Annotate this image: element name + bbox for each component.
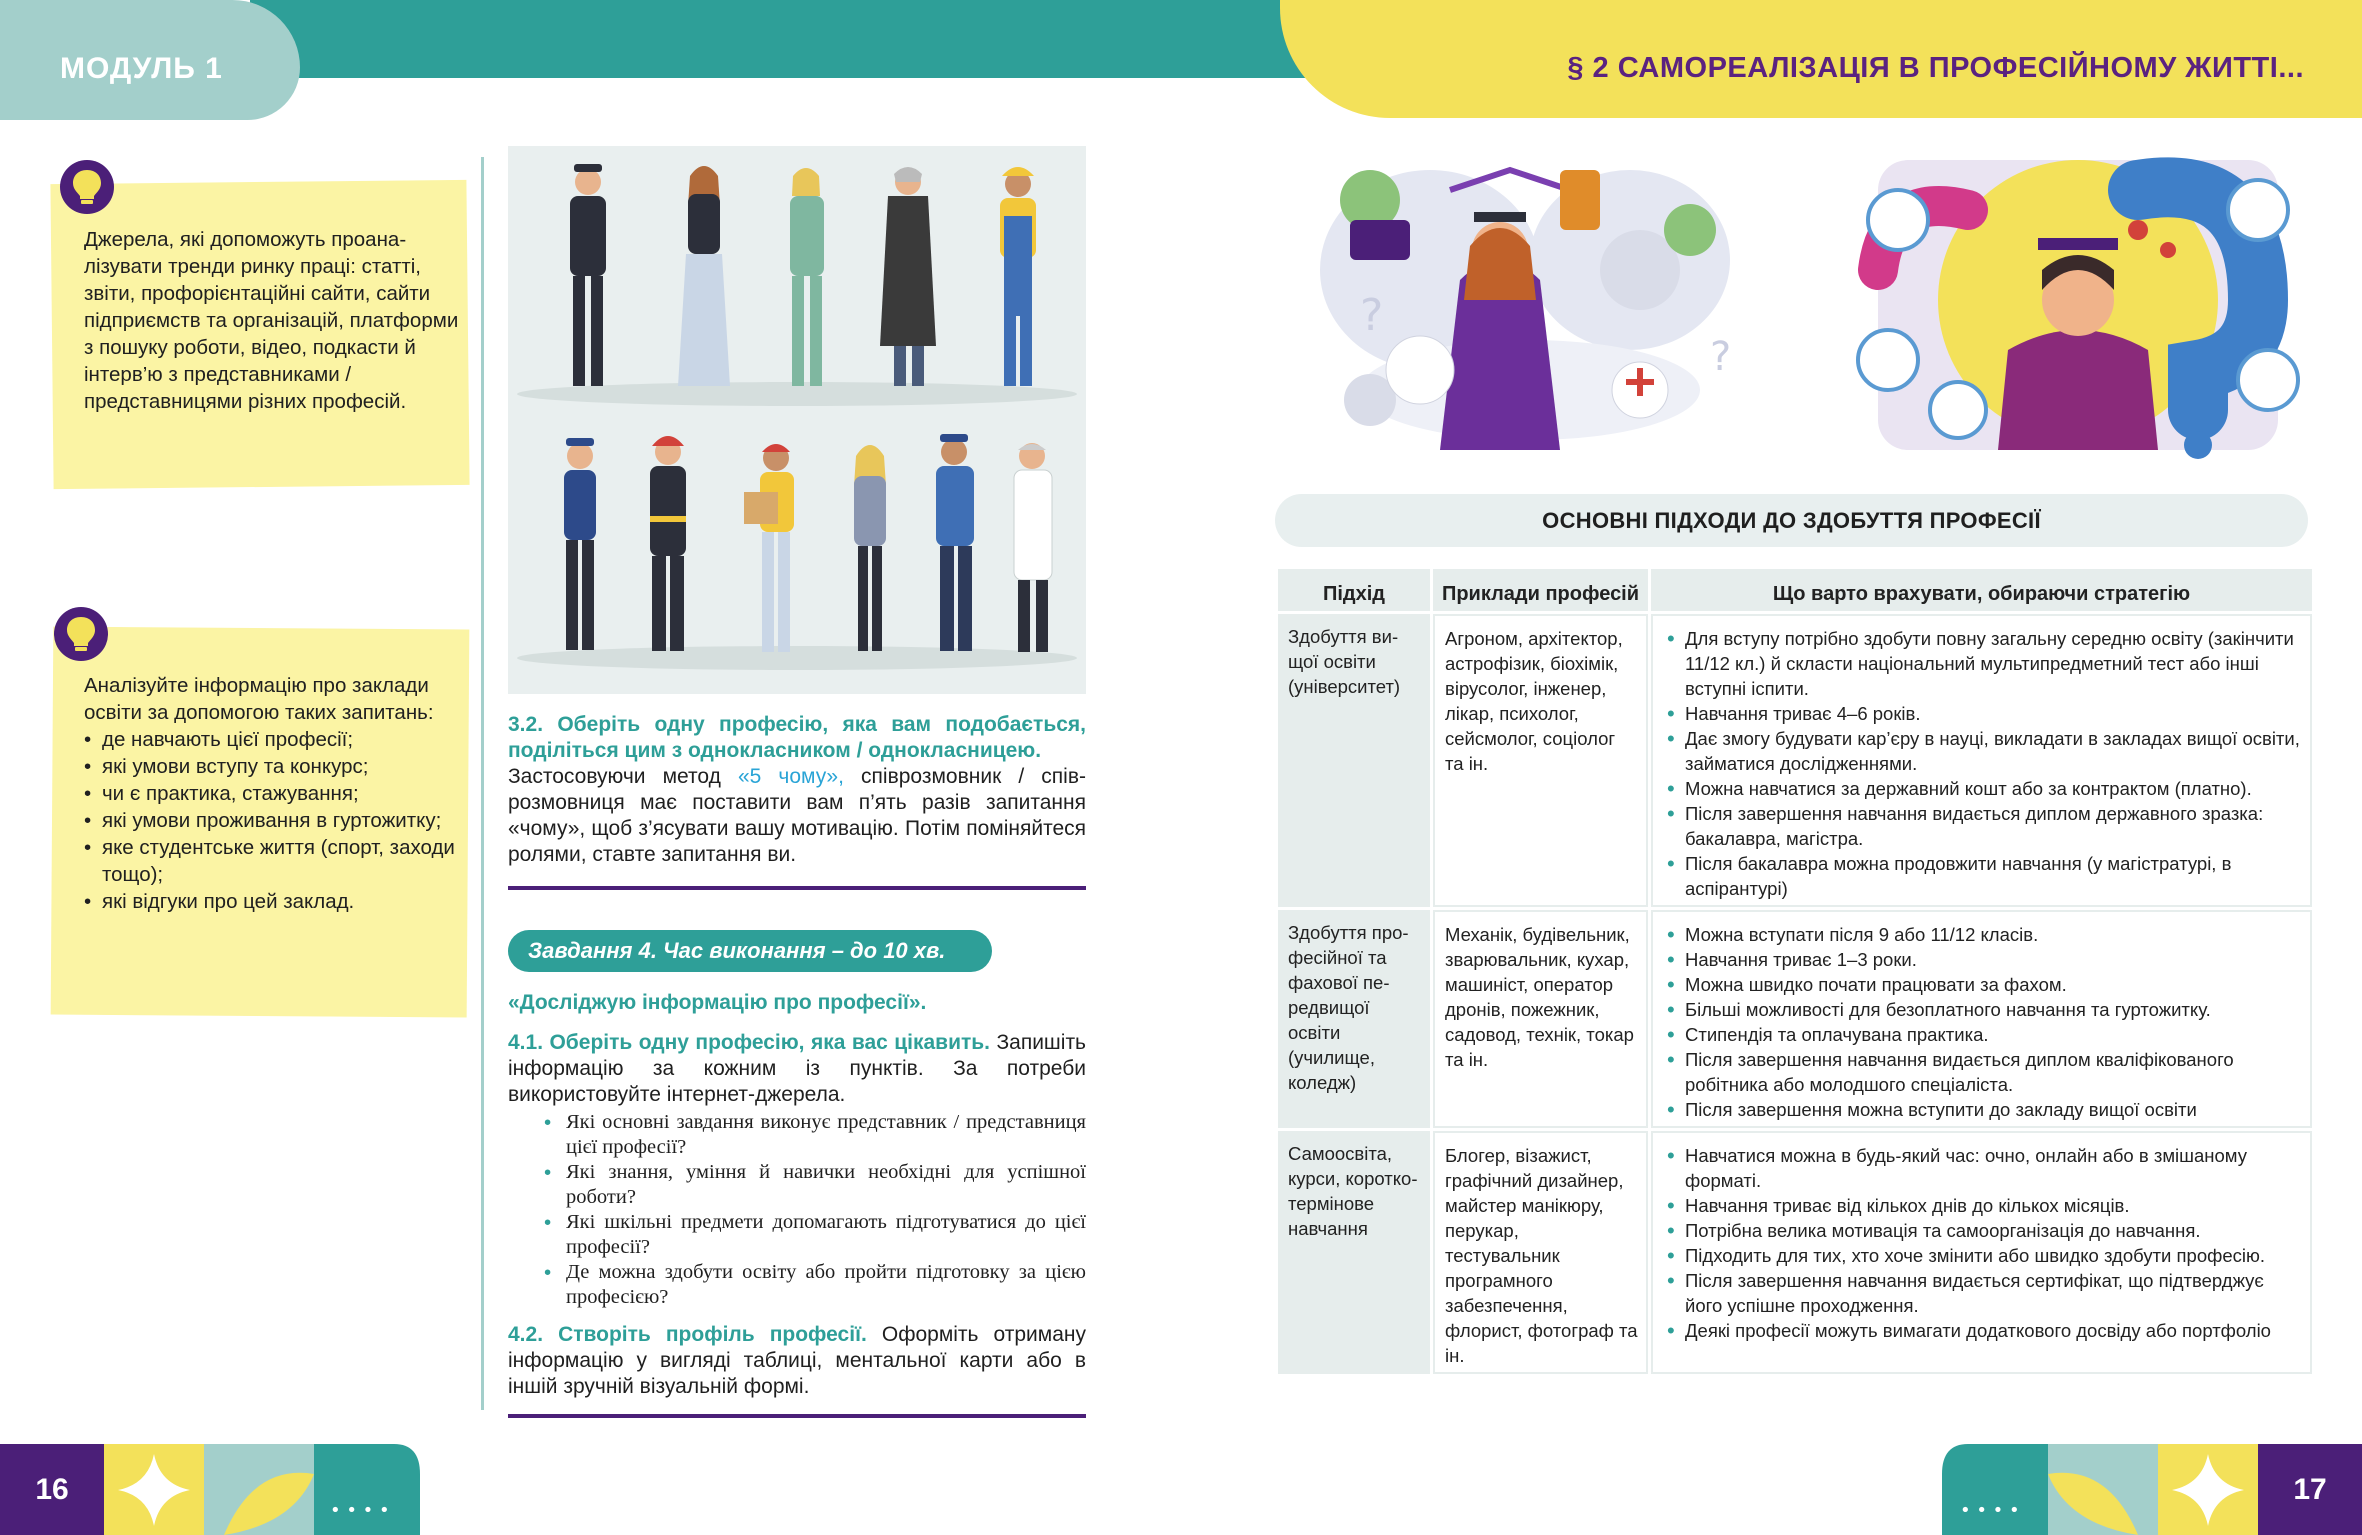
judge-figure [880,167,936,386]
questions-intro: Аналізуйте інформацію про заклади освіти за допомогою таких запитань: [84,674,434,724]
examples-cell: Агроном, архітектор, астрофізик, біохімік, вірусолог, інженер, лікар, психолог, сейсмолог, соціолог та ін. [1433,614,1648,907]
graduate-illustration [1310,150,1750,460]
list-item: • Після завершення навчання видається диплом кваліфікованого робітника або молодшого спеціаліста. [1665,1047,2302,1097]
list-item: • Які знання, уміння й навички необхідні для успішної роботи? [540,1160,1086,1210]
column-divider [481,157,484,1410]
approaches-table [1275,566,2315,1377]
list-item: • де навчають цієї професії; [84,726,464,753]
builder-figure [1000,167,1036,386]
table-header-row [1278,569,2312,611]
list-item: • Навчання триває 1–3 роки. [1665,947,2302,972]
page-number-left: 16 [0,1444,104,1535]
list-item: • чи є практика, стажування; [84,780,464,807]
list-item: • Можна вступати після 9 або 11/12 класів. [1665,922,2302,947]
task-4-subtitle: «Досліджую інформацію про професії». [508,991,927,1014]
points-cell [1651,614,2312,907]
list-item: • Де можна здобути освіту або пройти підготовку за цією професією? [540,1260,1086,1310]
footer-decoration-left [104,1444,420,1535]
list-item: • Навчатися можна в будь-який час: очно, онлайн або в змішаному форматі. [1665,1143,2302,1193]
section-title: § 2 САМОРЕАЛІЗАЦІЯ В ПРОФЕСІЙНОМУ ЖИТТІ... [1567,52,2304,84]
doctor-figure [1014,443,1052,652]
questions-note-text [84,672,464,915]
task-3-2-text: Застосовуючи метод «5 чому», співрозмовник / співрозмовниця має поставити вам п’ять разів запитання «чому», щоб з’ясувати вашу мотивацію. Потім поміняйтеся ролями, ставте запитання ви. [508,765,1086,866]
examples-cell: Механік, будівельник, зварювальник, кухар, машиніст, оператор дронів, пожежник, садовод, технік, токар та ін. [1433,910,1648,1128]
task-4-1 [508,1030,1086,1108]
points-cell [1651,1131,2312,1374]
list-item: • які відгуки про цей заклад. [84,888,464,915]
task-4-1-text: Запишіть інформацію за кожним із пунктів. За потреби використовуйте інтернет-джерела. [508,1031,1086,1106]
header-band [250,0,1350,78]
list-item: • Після завершення навчання видається диплом державного зразка: бакалавра, магістра. [1665,801,2302,851]
page-number-right: 17 [2258,1444,2362,1535]
policewoman-figure [564,438,596,650]
task-4-1-questions [540,1110,1086,1310]
divider [508,886,1086,890]
list-item: • Навчання триває від кількох днів до кількох місяців. [1665,1193,2302,1218]
list-item: • Після бакалавра можна продовжити навчання (у магістратурі, в аспірантурі) [1665,851,2302,901]
list-item: • Які основні завдання виконує представник / представниця цієї професії? [540,1110,1086,1160]
career-choice-illustration [1838,150,2318,460]
list-item: • Можна швидко почати працювати за фахом. [1665,972,2302,997]
footer-decoration-right [1942,1444,2258,1535]
policeman-figure [936,434,974,651]
list-item: • Після завершення навчання видається сертифікат, що підтверджує його успішне проходження. [1665,1268,2302,1318]
table-row [1278,614,2312,907]
footer-dots: • • • • [1960,1500,2020,1521]
task-3-2-heading: 3.2. Оберіть одну професію, яка вам подобається, поділіться цим з однокласником / однокласницею. [508,713,1086,762]
lightbulb-icon [54,607,108,661]
task-4-2-heading: 4.2. Створіть профіль професії. [508,1323,867,1346]
five-whys-link[interactable]: «5 чому», [737,765,844,788]
footer-dots: • • • • [330,1500,390,1521]
table-row [1278,1131,2312,1374]
examples-cell: Блогер, візажист, графічний дизайнер, майстер манікюру, перукар, тестувальник програмного забезпечення, флорист, фотограф та ін. [1433,1131,1648,1374]
firefighter-figure [650,436,686,651]
list-item: • Можна навчатися за державний кошт або за контрактом (платно). [1665,776,2302,801]
column-header: Підхід [1278,569,1430,611]
approach-cell: Здобуття професійної та фахової передвищої освіти (училище, коледж) [1278,910,1430,1128]
nurse-figure [790,168,824,386]
task-3-2 [508,712,1086,868]
approach-cell: Самоосвіта, курси, короткотермінове навчання [1278,1131,1430,1374]
list-item: • Які шкільні предмети допомагають підготуватися до цієї професії? [540,1210,1086,1260]
professions-illustration [508,146,1086,694]
list-item: • яке студентське життя (спорт, заходи тощо); [84,834,464,888]
svg-text:?: ? [1360,290,1384,341]
list-item: • Деякі професії можуть вимагати додаткового досвіду або портфоліо [1665,1318,2302,1343]
list-item: • Підходить для тих, хто хоче змінити або швидко здобути професію. [1665,1243,2302,1268]
reporter-figure [678,166,730,386]
divider [508,1414,1086,1418]
list-item: • Навчання триває 4–6 років. [1665,701,2302,726]
sources-note-text: Джерела, які допоможуть проаналізувати тренди ринку праці: статті, звіти, профорієнтаційні сайти, сайти підприємств та організацій, платформи з пошуку роботи, відео, подкасти й інтерв’ю з представниками / представницями різних професій. [84,228,459,413]
task-4-1-heading: 4.1. Оберіть одну професію, яка вас цікавить. [508,1031,991,1054]
points-cell [1651,910,2312,1128]
pilot-figure [570,164,606,386]
list-item: • які умови вступу та конкурс; [84,753,464,780]
businesswoman-figure [854,445,886,651]
lightbulb-icon [60,160,114,214]
task-4-pill: Завдання 4. Час виконання – до 10 хв. [508,930,992,972]
task-4-2-text: Оформіть отриману інформацію у вигляді таблиці, ментальної карти або в іншій зручній візуальній формі. [508,1323,1086,1398]
list-item: • Стипендія та оплачувана практика. [1665,1022,2302,1047]
approach-cell: Здобуття вищої освіти (університет) [1278,614,1430,907]
svg-text:?: ? [1710,334,1732,380]
list-item: • Після завершення можна вступити до закладу вищої освіти [1665,1097,2302,1122]
table-row [1278,910,2312,1128]
task-4-2 [508,1322,1086,1400]
courier-figure [744,444,794,652]
list-item: • Дає змогу будувати кар’єру в науці, викладати в закладах вищої освіти, займатися дослідженнями. [1665,726,2302,776]
questions-list [84,726,464,915]
module-title: МОДУЛЬ 1 [60,52,223,85]
list-item: • Більші можливості для безоплатного навчання та гуртожитку. [1665,997,2302,1022]
list-item: • які умови проживання в гуртожитку; [84,807,464,834]
column-header: Що варто врахувати, обираючи стратегію [1651,569,2312,611]
approaches-title: ОСНОВНІ ПІДХОДИ ДО ЗДОБУТТЯ ПРОФЕСІЇ [1275,494,2308,547]
list-item: • Для вступу потрібно здобути повну загальну середню освіту (закінчити 11/12 кл.) й скласти національний мультипредметний тест або інші вступні іспити. [1665,626,2302,701]
list-item: • Потрібна велика мотивація та самоорганізація до навчання. [1665,1218,2302,1243]
column-header: Приклади професій [1433,569,1648,611]
